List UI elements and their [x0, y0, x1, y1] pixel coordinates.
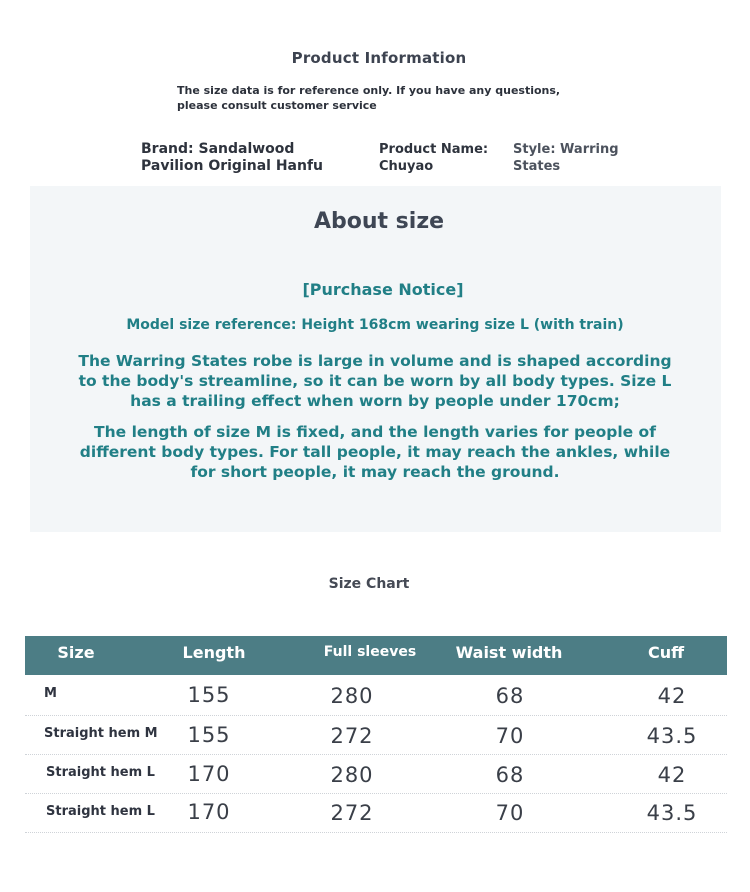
column-header-waist-width: Waist width	[455, 643, 563, 662]
table-row	[25, 677, 727, 716]
size-table-header	[25, 636, 727, 675]
size-cell: Straight hem M	[44, 726, 158, 741]
column-header-full-sleeves: Full sleeves	[323, 644, 417, 660]
model-size-reference: Model size reference: Height 168cm wearing size L (with train)	[126, 317, 624, 333]
column-header-size: Size	[57, 643, 95, 662]
notice-paragraph-1: The Warring States robe is large in volume and is shaped according to the body's streamline, so it can be worn by all body types. Size L has a trailing effect when worn by people under 170cm;	[78, 352, 672, 410]
product-name-label: Product Name: Chuyao	[379, 142, 489, 174]
waist-width-cell: 70	[495, 724, 525, 748]
cuff-cell: 42	[657, 684, 687, 708]
table-row	[25, 716, 727, 755]
length-cell: 155	[187, 723, 231, 747]
style-label: Style: Warring States	[513, 142, 619, 174]
length-cell: 170	[187, 762, 231, 786]
full-sleeves-cell: 280	[330, 684, 374, 708]
product-information-title: Product Information	[291, 49, 467, 67]
waist-width-cell: 70	[495, 801, 525, 825]
reference-note: The size data is for reference only. If you have any questions, please consult customer service	[177, 84, 561, 112]
length-cell: 170	[187, 800, 231, 824]
column-header-cuff: Cuff	[647, 643, 685, 662]
cuff-cell: 42	[657, 763, 687, 787]
size-chart-title: Size Chart	[328, 576, 410, 592]
cuff-cell: 43.5	[646, 801, 698, 825]
brand-label: Brand: Sandalwood Pavilion Original Hanfu	[141, 141, 324, 174]
cuff-cell: 43.5	[646, 724, 698, 748]
table-row	[25, 755, 727, 794]
length-cell: 155	[187, 683, 231, 707]
full-sleeves-cell: 280	[330, 763, 374, 787]
waist-width-cell: 68	[495, 763, 525, 787]
size-cell: Straight hem L	[46, 765, 155, 780]
notice-paragraph-2: The length of size M is fixed, and the length varies for people of different body types. For tall people, it may reach the ankles, while for short people, it may reach the ground.	[79, 423, 671, 481]
waist-width-cell: 68	[495, 684, 525, 708]
about-size-title: About size	[313, 209, 445, 234]
size-cell: M	[44, 686, 57, 701]
column-header-length: Length	[182, 643, 246, 662]
size-cell: Straight hem L	[46, 804, 155, 819]
table-row	[25, 794, 727, 833]
full-sleeves-cell: 272	[330, 801, 374, 825]
full-sleeves-cell: 272	[330, 724, 374, 748]
purchase-notice-heading: [Purchase Notice]	[302, 280, 464, 299]
